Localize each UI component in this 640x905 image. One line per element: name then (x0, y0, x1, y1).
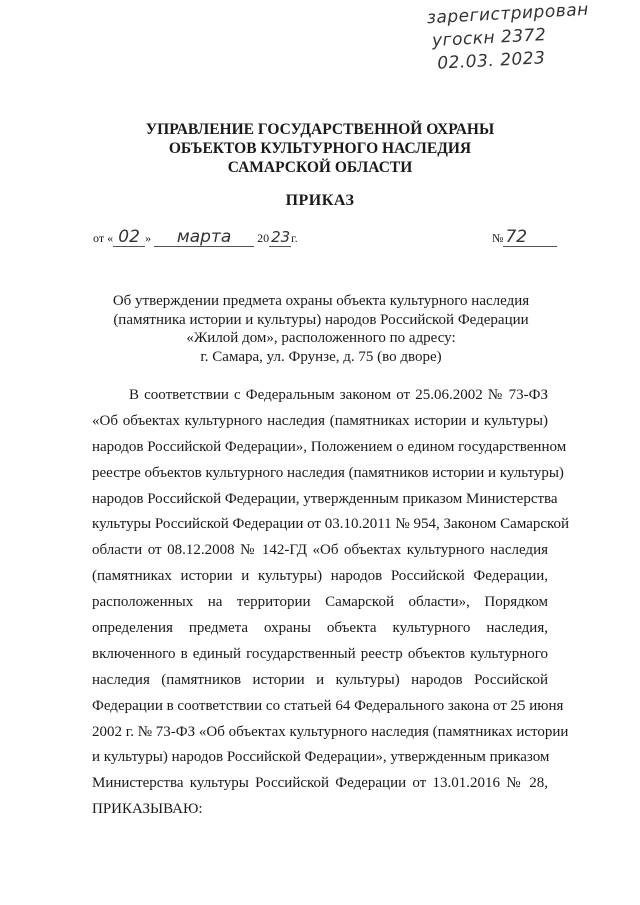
body-line: «Об объектах культурного наследия (памятниках истории и культуры) (92, 412, 548, 429)
order-subject (96, 292, 546, 366)
body-line: области от 08.12.2008 № 142-ГД «Об объектах культурного наследия (92, 542, 548, 559)
body-line: расположенных на территории Самарской области», Порядком (92, 594, 548, 611)
order-body (92, 383, 570, 823)
body-line: культуры Российской Федерации от 03.10.2011 № 954, Законом Самарской (92, 516, 570, 533)
body-line: народов Российской Федерации, утвержденным приказом Министерства (92, 490, 558, 507)
body-line: реестре объектов культурного наследия (памятников истории и культуры) (92, 464, 564, 481)
body-line: и культуры) народов Российской Федерации», утвержденным приказом (92, 749, 550, 766)
body-line: включенного в единый государственный реестр объектов культурного (92, 645, 548, 662)
subject-line-2: (памятника истории и культуры) народов Российской Федерации (113, 311, 529, 328)
date-sep: » (145, 231, 152, 245)
subject-line-4: г. Самара, ул. Фрунзе, д. 75 (во дворе) (200, 348, 442, 365)
order-date (93, 228, 298, 247)
body-line: Министерства культуры Российской Федерации от 13.01.2016 № 28, (92, 775, 548, 792)
order-number (492, 228, 557, 247)
number-value: 72 (503, 228, 557, 247)
body-line: народов Российской Федерации», Положением о едином государственном (92, 438, 567, 455)
subject-line-3: «Жилой дом», расположенного по адресу: (186, 330, 456, 346)
registration-line-2: угоскн 2372 (431, 25, 547, 52)
year-end: г. (291, 231, 298, 245)
agency-line-1: УПРАВЛЕНИЕ ГОСУДАРСТВЕННОЙ ОХРАНЫ (145, 121, 495, 138)
date-day: 02 (113, 228, 145, 247)
body-line: В соответствии с Федеральным законом от 25.06.2002 № 73-ФЗ (129, 387, 548, 403)
order-title: ПРИКАЗ (285, 192, 355, 209)
registration-line-1: зарегистрирован (426, 0, 590, 29)
registration-handwritten-note (426, 0, 629, 76)
number-prefix: № (492, 231, 504, 245)
body-line-decree: ПРИКАЗЫВАЮ: (92, 801, 203, 818)
agency-line-3: САМАРСКОЙ ОБЛАСТИ (227, 159, 413, 176)
agency-line-2: ОБЪЕКТОВ КУЛЬТУРНОГО НАСЛЕДИЯ (168, 140, 472, 157)
agency-header (80, 120, 560, 177)
body-line: (памятниках истории и культуры) народов Российской Федерации, (92, 568, 548, 585)
year-prefix: 20 (257, 231, 270, 245)
subject-line-1: Об утверждении предмета охраны объекта культурного наследия (112, 293, 530, 309)
body-line: 2002 г. № 73-ФЗ «Об объектах культурного наследия (памятниках истории (92, 723, 569, 740)
body-line: наследия (памятников истории и культуры) народов Российской (92, 671, 548, 688)
date-prefix: от « (93, 231, 114, 245)
body-line: Федерации в соответствии со статьей 64 Федерального закона от 25 июня (92, 697, 564, 714)
body-line: определения предмета охраны объекта культурного наследия, (92, 620, 548, 637)
registration-line-3: 02.03. 2023 (436, 48, 546, 74)
date-month: марта (154, 228, 254, 247)
year-suffix: 23 (271, 228, 291, 246)
